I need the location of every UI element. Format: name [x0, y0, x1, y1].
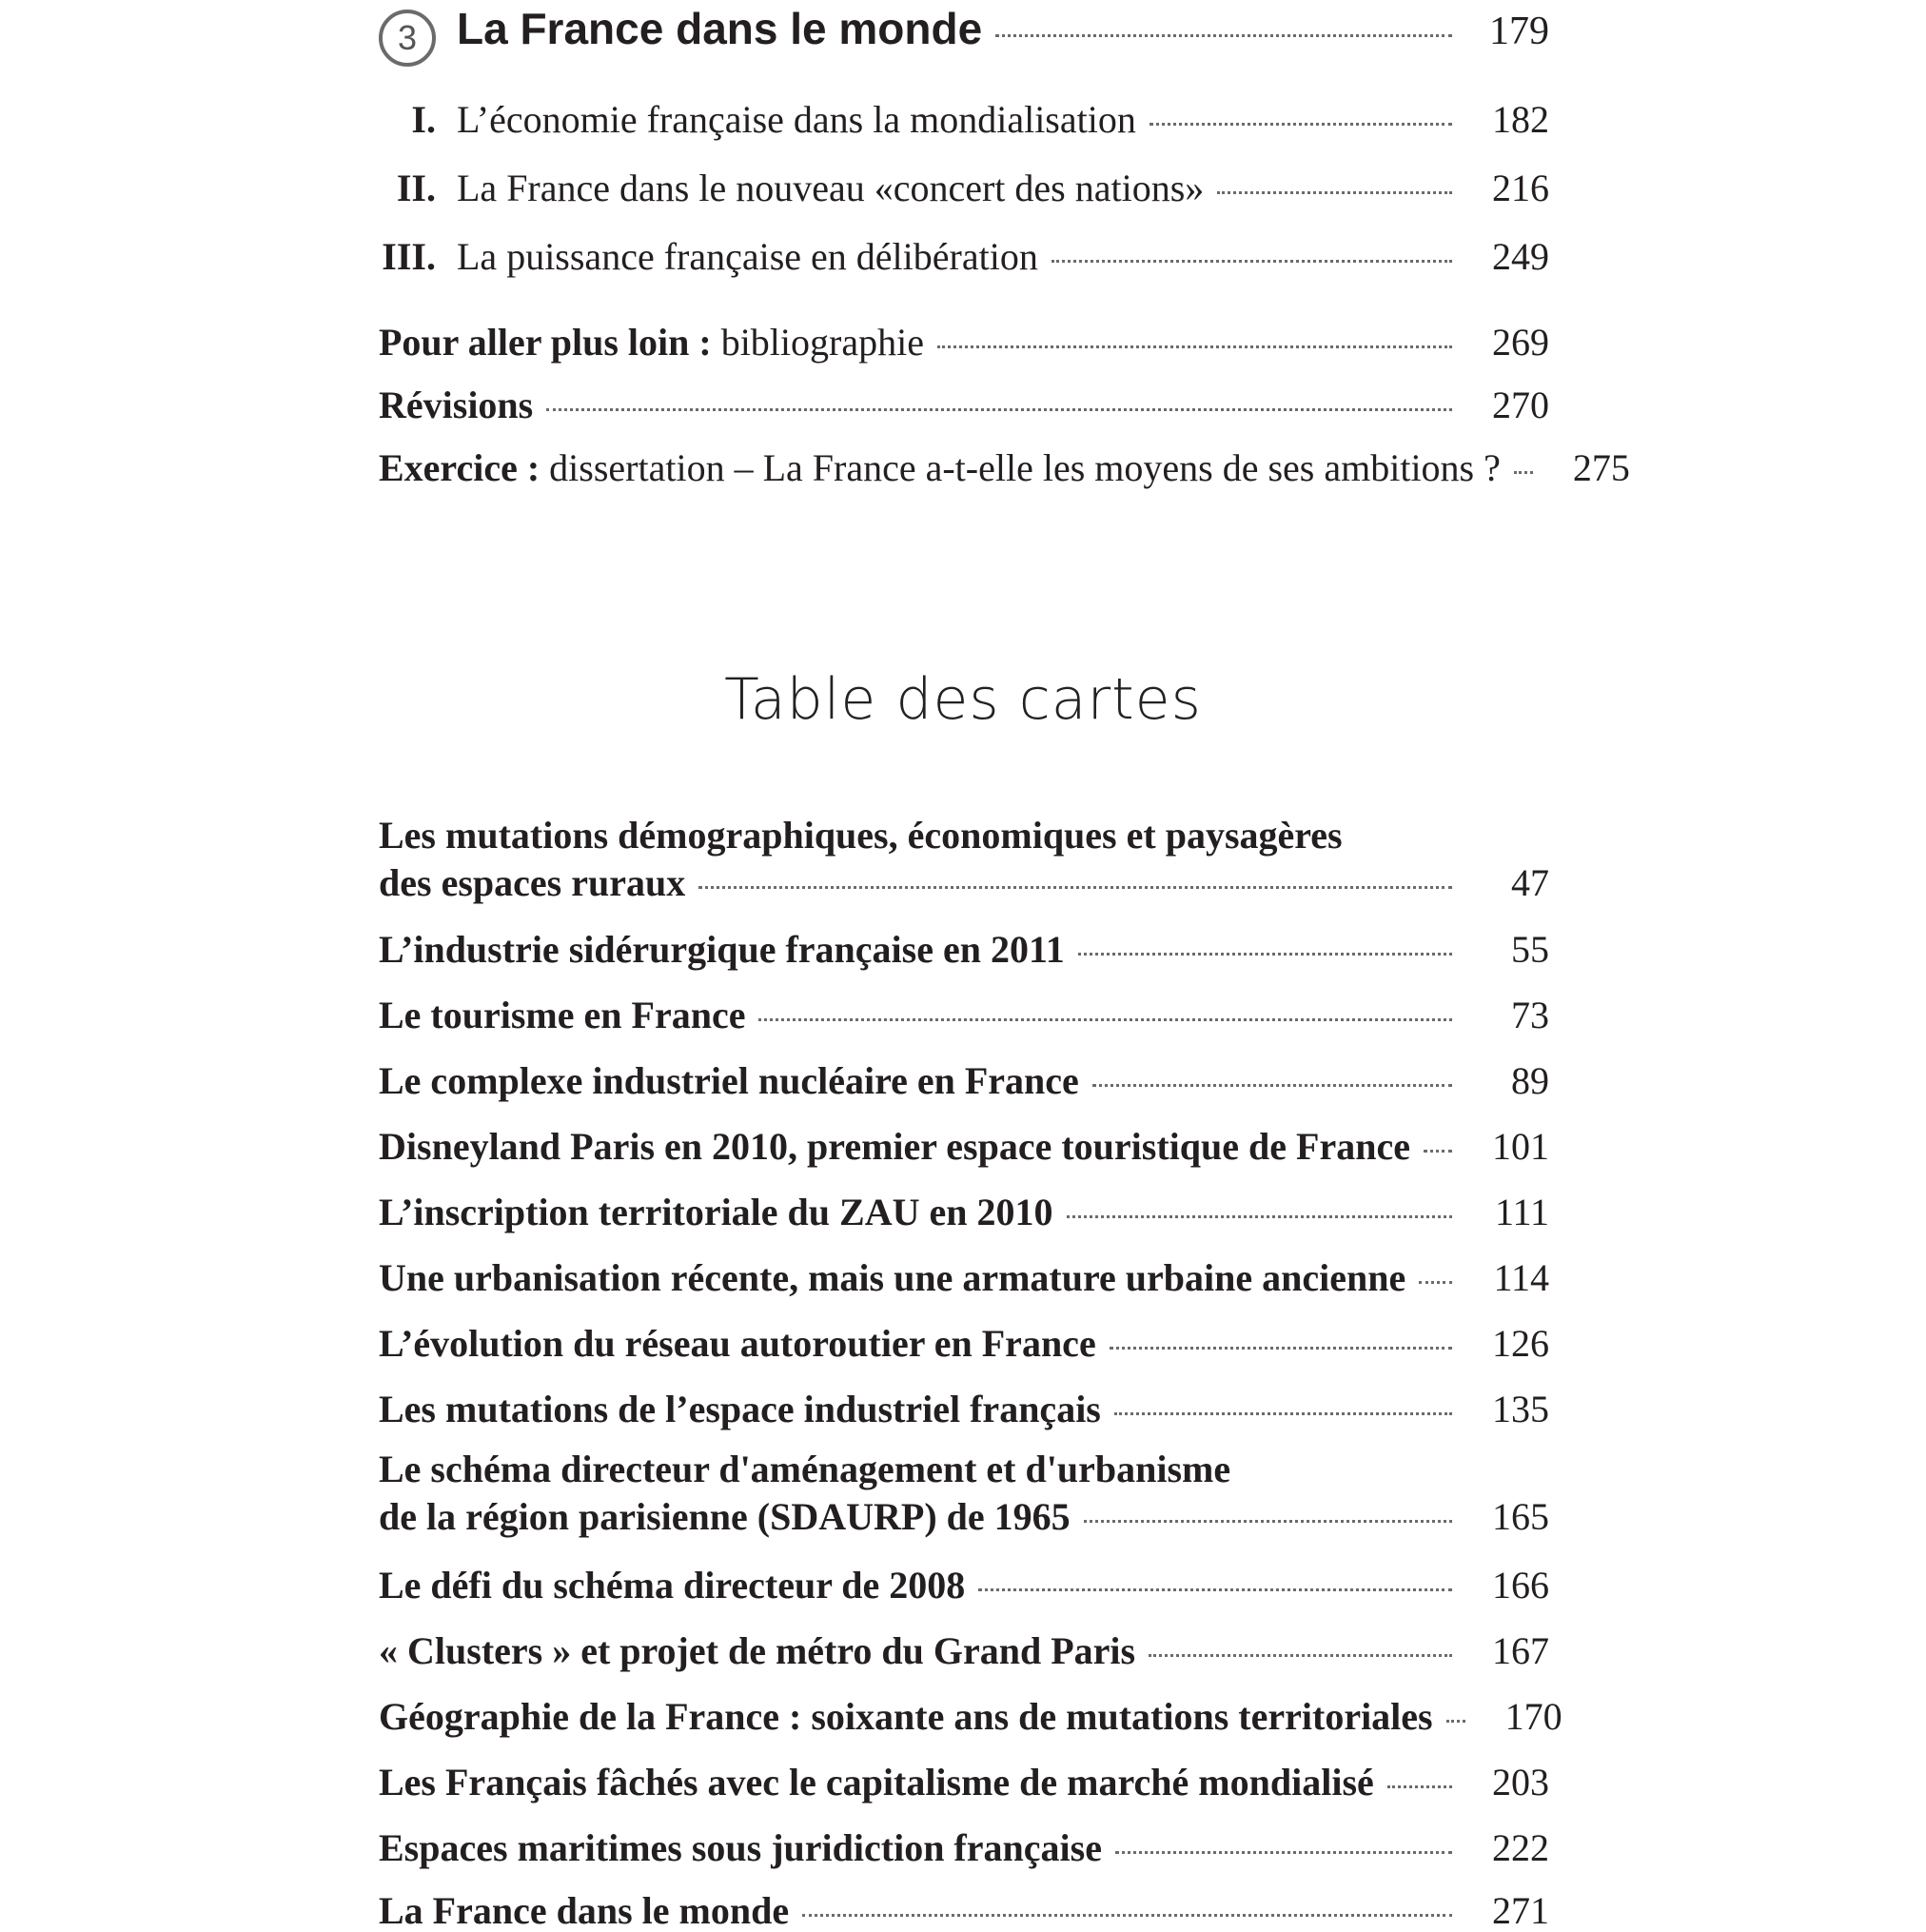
extra-entry: [379, 321, 1549, 364]
section-entry: [379, 98, 1549, 141]
extra-entry: [379, 386, 1549, 424]
dot-leader: [1115, 1851, 1452, 1854]
map-entry: [379, 1059, 1549, 1102]
section-page-number: 216: [1492, 167, 1549, 209]
dot-leader: [937, 345, 1452, 348]
map-title-row: [379, 1495, 1549, 1538]
map-page-number: 203: [1492, 1761, 1549, 1804]
map-entry: [379, 1256, 1549, 1299]
map-page-number: 126: [1492, 1322, 1549, 1365]
map-page-number: 47: [1511, 861, 1549, 904]
map-page-number: 271: [1492, 1889, 1549, 1932]
section-numeral: II.: [396, 167, 436, 209]
dot-leader: [1078, 953, 1452, 956]
map-title: Une urbanisation récente, mais une armature urbaine ancienne: [379, 1256, 1406, 1299]
map-entry: [379, 928, 1549, 971]
map-entry: [379, 1695, 1562, 1738]
section-page-number: 249: [1492, 235, 1549, 278]
section-numeral: I.: [411, 98, 436, 141]
extra-label: Pour aller plus loin :: [379, 321, 712, 364]
map-page-number: 222: [1492, 1826, 1549, 1869]
map-title: Espaces maritimes sous juridiction française: [379, 1826, 1102, 1869]
map-title: Le défi du schéma directeur de 2008: [379, 1564, 966, 1607]
map-title: L’évolution du réseau autoroutier en France: [379, 1322, 1096, 1365]
dot-leader: [1084, 1520, 1452, 1523]
extra-page-number: 270: [1492, 384, 1549, 426]
dot-leader: [1051, 260, 1452, 263]
map-title: Géographie de la France : soixante ans de mutations territoriales: [379, 1695, 1433, 1738]
dot-leader: [1419, 1281, 1452, 1284]
map-page-number: 101: [1492, 1125, 1549, 1168]
chapter-page-number: 179: [1489, 10, 1549, 53]
map-entry: [379, 1125, 1549, 1168]
map-title: Les Français fâchés avec le capitalisme de marché mondialisé: [379, 1761, 1374, 1804]
map-entry: [379, 1193, 1549, 1232]
dot-leader: [758, 1018, 1452, 1021]
extra-label: Révisions: [379, 384, 534, 426]
map-entry: [379, 1761, 1549, 1804]
chapter-heading: [379, 4, 1549, 61]
chapter-number-circle: 3: [379, 10, 436, 67]
map-page-number: 55: [1511, 928, 1549, 971]
map-entry: [379, 814, 1549, 904]
map-entry: [379, 1889, 1549, 1932]
map-page-number: 135: [1492, 1388, 1549, 1430]
map-page-number: 165: [1492, 1495, 1549, 1538]
maps-section-title: Table des cartes: [724, 666, 1202, 733]
extra-entry: [379, 446, 1630, 489]
map-title: Le tourisme en France: [379, 994, 746, 1036]
map-page-number: 170: [1504, 1695, 1562, 1738]
map-entry: [379, 1629, 1549, 1672]
map-title: de la région parisienne (SDAURP) de 1965: [379, 1495, 1071, 1538]
dot-leader: [1446, 1720, 1465, 1723]
dot-leader: [1424, 1150, 1452, 1153]
dot-leader: [802, 1914, 1452, 1917]
dot-leader: [978, 1588, 1452, 1591]
map-entry: [379, 1564, 1549, 1607]
extra-title: dissertation – La France a-t-elle les moyens de ses ambitions ?: [540, 446, 1501, 489]
section-numeral: III.: [382, 235, 436, 278]
section-title: La France dans le nouveau «concert des nations»: [457, 167, 1205, 209]
map-title-first-line: Les mutations démographiques, économiques et paysagères: [379, 814, 1343, 857]
dot-leader: [1150, 123, 1452, 126]
map-entry: [379, 996, 1549, 1035]
map-page-number: 73: [1511, 994, 1549, 1036]
chapter-title: La France dans le monde: [457, 4, 983, 53]
dot-leader: [1149, 1654, 1452, 1657]
section-title: La puissance française en délibération: [457, 235, 1038, 278]
map-page-number: 111: [1494, 1191, 1549, 1233]
section-entry: [379, 169, 1549, 207]
map-title: Disneyland Paris en 2010, premier espace touristique de France: [379, 1125, 1410, 1168]
map-page-number: 167: [1492, 1629, 1549, 1672]
dot-leader: [546, 408, 1452, 411]
section-page-number: 182: [1492, 98, 1549, 141]
map-entry: [379, 1322, 1549, 1365]
dot-leader: [1387, 1785, 1452, 1788]
map-page-number: 166: [1492, 1564, 1549, 1607]
map-entry: [379, 1826, 1549, 1869]
map-title: L’industrie sidérurgique française en 2011: [379, 928, 1065, 971]
map-entry: [379, 1450, 1549, 1536]
map-page-number: 89: [1511, 1059, 1549, 1102]
extra-page-number: 269: [1492, 321, 1549, 364]
map-title: des espaces ruraux: [379, 861, 686, 904]
section-entry: [379, 235, 1549, 278]
map-title: « Clusters » et projet de métro du Grand Paris: [379, 1629, 1136, 1672]
extra-label: Exercice :: [379, 446, 540, 489]
dot-leader: [995, 34, 1452, 37]
map-page-number: 114: [1493, 1256, 1549, 1299]
dot-leader: [1092, 1084, 1452, 1087]
map-title: La France dans le monde: [379, 1889, 790, 1932]
map-title: Le complexe industriel nucléaire en France: [379, 1059, 1079, 1102]
section-title: L’économie française dans la mondialisation: [457, 98, 1136, 141]
map-title-first-line: Le schéma directeur d'aménagement et d'urbanisme: [379, 1448, 1231, 1490]
dot-leader: [1110, 1347, 1452, 1350]
dot-leader: [1114, 1412, 1452, 1415]
dot-leader: [1067, 1215, 1453, 1218]
map-entry: [379, 1390, 1549, 1429]
extra-page-number: 275: [1572, 446, 1630, 489]
map-title: L’inscription territoriale du ZAU en 2010: [379, 1191, 1053, 1233]
map-title-row: [379, 861, 1549, 904]
extra-title: bibliographie: [711, 321, 924, 364]
map-title: Les mutations de l’espace industriel français: [379, 1388, 1101, 1430]
dot-leader: [698, 886, 1452, 889]
dot-leader: [1514, 471, 1533, 474]
dot-leader: [1217, 191, 1452, 194]
